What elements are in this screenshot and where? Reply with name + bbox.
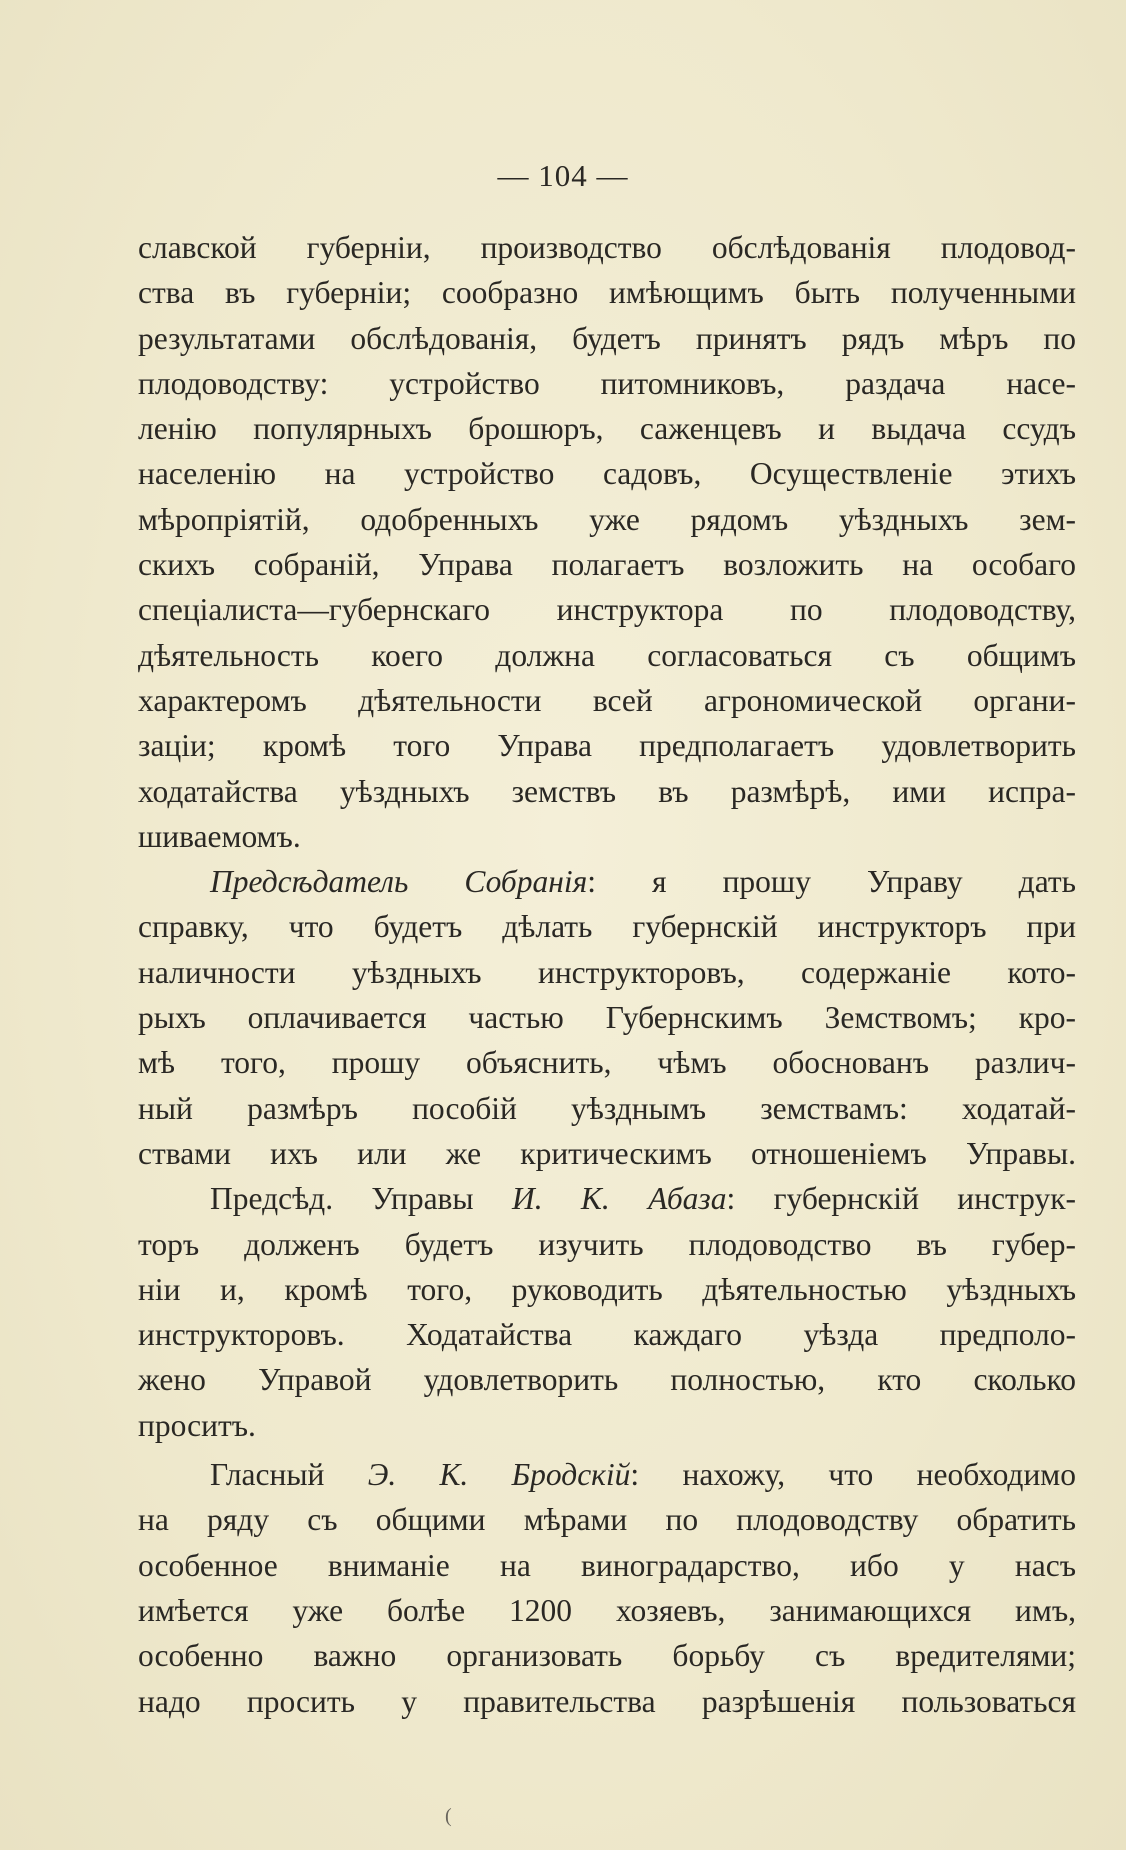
text-line: жено Управой удовлетворить полностью, кто сколько — [138, 1362, 1076, 1398]
speaker-name: И. К. Абаза — [511, 1181, 727, 1217]
text-line: ленію популярныхъ брошюръ, саженцевъ и выдача ссудъ — [138, 411, 1076, 447]
speaker-line — [138, 1452, 1076, 1497]
text-line: мѣропріятій, одобренныхъ уже рядомъ уѣздныхъ зем- — [138, 501, 1076, 537]
text-line: имѣется уже болѣе 1200 хозяевъ, занимающихся имъ, — [138, 1592, 1076, 1628]
text-line: населенію на устройство садовъ, Осуществленіе этихъ — [138, 456, 1076, 492]
text-line: ный размѣръ пособій уѣзднымъ земствамъ: ходатай- — [138, 1090, 1076, 1126]
text-line: спеціалиста—губернскаго инструктора по плодоводству, — [138, 592, 1076, 628]
text-line: торъ долженъ будетъ изучить плодоводство въ губер- — [138, 1226, 1076, 1262]
text-line: ства въ губерніи; сообразно имѣющимъ быть полученными — [138, 275, 1076, 311]
text-line: особенное вниманіе на виноградарство, ибо у насъ — [138, 1547, 1076, 1583]
text-line: проситъ. — [138, 1407, 256, 1443]
text-line: характеромъ дѣятельности всей агрономической органи- — [138, 682, 1076, 718]
body-text — [138, 225, 1076, 1724]
text-line: ствами ихъ или же критическимъ отношеніемъ Управы. — [138, 1135, 1076, 1171]
text-span: : губернскій инструк- — [726, 1181, 1076, 1217]
speaker-title: Предсѣд. Управы — [210, 1181, 512, 1217]
speaker-line — [138, 859, 1076, 904]
text-line: ходатайства уѣздныхъ земствъ въ размѣрѣ, ими испра- — [138, 773, 1076, 809]
text-line: наличности уѣздныхъ инструкторовъ, содержаніе кото- — [138, 954, 1076, 990]
text-line: плодоводству: устройство питомниковъ, раздача насе- — [138, 365, 1076, 401]
text-span: : нахожу, что необходимо — [630, 1457, 1076, 1493]
speaker-line — [138, 1176, 1076, 1221]
text-line: мѣ того, прошу объяснить, чѣмъ обоснованъ различ- — [138, 1045, 1076, 1081]
text-line: инструкторовъ. Ходатайства каждаго уѣзда предполо- — [138, 1317, 1076, 1353]
text-span: : я прошу Управу дать — [587, 864, 1076, 900]
text-line: на ряду съ общими мѣрами по плодоводству обратить — [138, 1502, 1076, 1538]
text-line: надо просить у правительства разрѣшенія пользоваться — [138, 1683, 1076, 1719]
speaker-title: Гласный — [210, 1457, 368, 1493]
text-line: результатами обслѣдованія, будетъ принятъ рядъ мѣръ по — [138, 320, 1076, 356]
text-line: скихъ собраній, Управа полагаетъ возложить на особаго — [138, 547, 1076, 583]
text-line: особенно важно организовать борьбу съ вредителями; — [138, 1638, 1076, 1674]
text-line: справку, что будетъ дѣлать губернскій инструкторъ при — [138, 909, 1076, 945]
text-line: рыхъ оплачивается частью Губернскимъ Земствомъ; кро- — [138, 1000, 1076, 1036]
text-line: славской губерніи, производство обслѣдованія плодовод- — [138, 230, 1076, 265]
text-line: дѣятельность коего должна согласоваться съ общимъ — [138, 637, 1076, 673]
text-line: заціи; кромѣ того Управа предполагаетъ удовлетворить — [138, 728, 1076, 764]
text-line: шиваемомъ. — [138, 818, 301, 854]
speaker-name: Э. К. Бродскій — [367, 1457, 631, 1493]
text-line: ніи и, кромѣ того, руководить дѣятельностью уѣздныхъ — [138, 1271, 1076, 1307]
page-number: — 104 — — [497, 158, 629, 193]
speaker-name: Предсѣдатель Собранія — [210, 864, 588, 900]
footer-mark: ( — [445, 1805, 452, 1827]
